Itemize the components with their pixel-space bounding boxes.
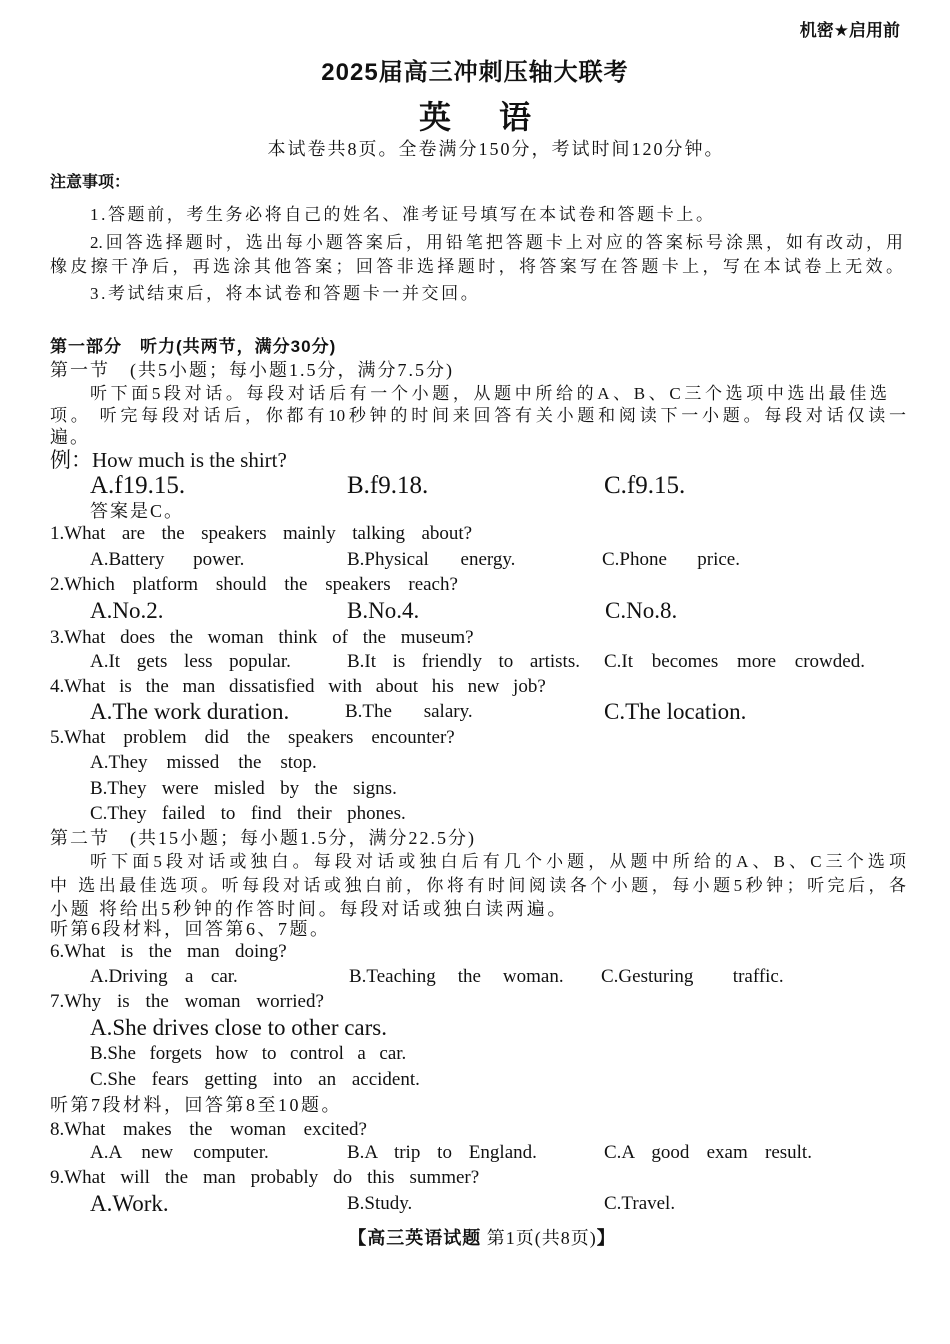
option-b: B.She forgets how to control a car. [90, 1043, 407, 1064]
question-stem: 9.What will the man probably do this summer? [50, 1167, 480, 1188]
question-stem: 6.What is the man doing? [50, 941, 287, 962]
confidential-label: 机密★启用前 [799, 21, 900, 40]
page-footer [0, 1227, 950, 1249]
question-stem: 8.What makes the woman excited? [50, 1119, 367, 1140]
option-c: C.The location. [604, 699, 747, 724]
option-c: C.Travel. [604, 1193, 676, 1214]
option-b: B.Study. [347, 1193, 413, 1214]
section1-instruction: 听下面5段对话。每段对话后有一个小题，从题中所给的A、B、C三个选项中选出最佳选 [90, 384, 887, 403]
option-b: B.Teaching the woman. [349, 966, 564, 987]
notes-line: 3.考试结束后，将本试卷和答题卡一并交回。 [90, 284, 481, 303]
option-a: A.Driving a car. [90, 966, 238, 987]
option-b: B.It is friendly to artists. [347, 651, 580, 672]
option-c: C.She fears getting into an accident. [90, 1069, 420, 1090]
notes-line: 1.答题前，考生务必将自己的姓名、准考证号填写在本试卷和答题卡上。 [90, 205, 716, 224]
option-b: B.They were misled by the signs. [90, 778, 397, 799]
option-a: A.Work. [90, 1191, 169, 1216]
section2-heading: 第二节 (共15小题；每小题1.5分，满分22.5分) [50, 828, 476, 848]
option-a: A.A new computer. [90, 1142, 269, 1163]
option-c: C.A good exam result. [604, 1142, 812, 1163]
section1-instruction: 项。 听完每段对话后，你都有10秒钟的时间来回答有关小题和阅读下一小题。每段对话仅读一 [50, 406, 906, 425]
example-prompt: 例：How much is the shirt? [50, 448, 287, 472]
notes-line: 橡皮擦干净后，再选涂其他答案；回答非选择题时，将答案写在答题卡上，写在本试卷上无效。 [50, 257, 903, 276]
footer-close-bracket: 】 [596, 1228, 616, 1248]
question-stem: 3.What does the woman think of the museum? [50, 627, 474, 648]
option-a: A.They missed the stop. [90, 752, 317, 773]
option-c: C.No.8. [605, 598, 678, 623]
notes-heading: 注意事项： [50, 174, 131, 191]
material-label: 听第7段材料，回答第8至10题。 [50, 1095, 342, 1115]
question-stem: 7.Why is the woman worried? [50, 991, 324, 1012]
option-a: A.It gets less popular. [90, 651, 291, 672]
question-stem: 2.Which platform should the speakers reach? [50, 574, 458, 595]
part1-heading: 第一部分 听力(共两节，满分30分) [50, 337, 337, 356]
option-c: C.It becomes more crowded. [604, 651, 865, 672]
section1-instruction: 遍。 [50, 427, 90, 447]
option-b: B.No.4. [347, 598, 420, 623]
footer-label: 【高三英语试题 [348, 1228, 482, 1248]
option-a: A.The work duration. [90, 699, 290, 724]
option-a: A.No.2. [90, 598, 164, 623]
section1-heading: 第一节 (共5小题；每小题1.5分，满分7.5分) [50, 360, 454, 380]
option-b: B.A trip to England. [347, 1142, 537, 1163]
question-stem: 5.What problem did the speakers encounter? [50, 727, 455, 748]
option-b: B.Physical energy. [347, 549, 516, 570]
option-c: C.Gesturing traffic. [601, 966, 784, 987]
section2-instruction: 小题 将给出5秒钟的作答时间。每段对话或独白读两遍。 [50, 899, 569, 919]
section2-instruction: 听下面5段对话或独白。每段对话或独白后有几个小题，从题中所给的A、B、C三个选项 [90, 852, 906, 871]
option-c: C.They failed to find their phones. [90, 803, 406, 824]
question-stem: 4.What is the man dissatisfied with about his new job? [50, 676, 546, 697]
footer-page-number: 第1页(共8页) [486, 1228, 597, 1248]
option-b: B.The salary. [345, 701, 473, 722]
section2-instruction: 中 选出最佳选项。听每段对话或独白前，你将有时间阅读各个小题，每小题5秒钟；听完后，各 [50, 876, 906, 895]
example-option-c: C.f9.15. [604, 472, 686, 499]
example-answer: 答案是C。 [90, 501, 185, 521]
material-label: 听第6段材料，回答第6、7题。 [50, 919, 331, 939]
exam-info: 本试卷共8页。全卷满分150分，考试时间120分钟。 [267, 139, 725, 159]
subject-title: 英语 [418, 99, 579, 135]
exam-title: 2025届高三冲刺压轴大联考 [321, 59, 629, 86]
option-a: A.She drives close to other cars. [90, 1015, 388, 1040]
option-c: C.Phone price. [602, 549, 740, 570]
question-stem: 1.What are the speakers mainly talking about? [50, 523, 473, 544]
notes-line: 2.回答选择题时，选出每小题答案后，用铅笔把答题卡上对应的答案标号涂黑，如有改动，用 [90, 233, 903, 252]
example-option-b: B.f9.18. [347, 472, 429, 499]
option-a: A.Battery power. [90, 549, 245, 570]
example-option-a: A.f19.15. [90, 472, 186, 499]
